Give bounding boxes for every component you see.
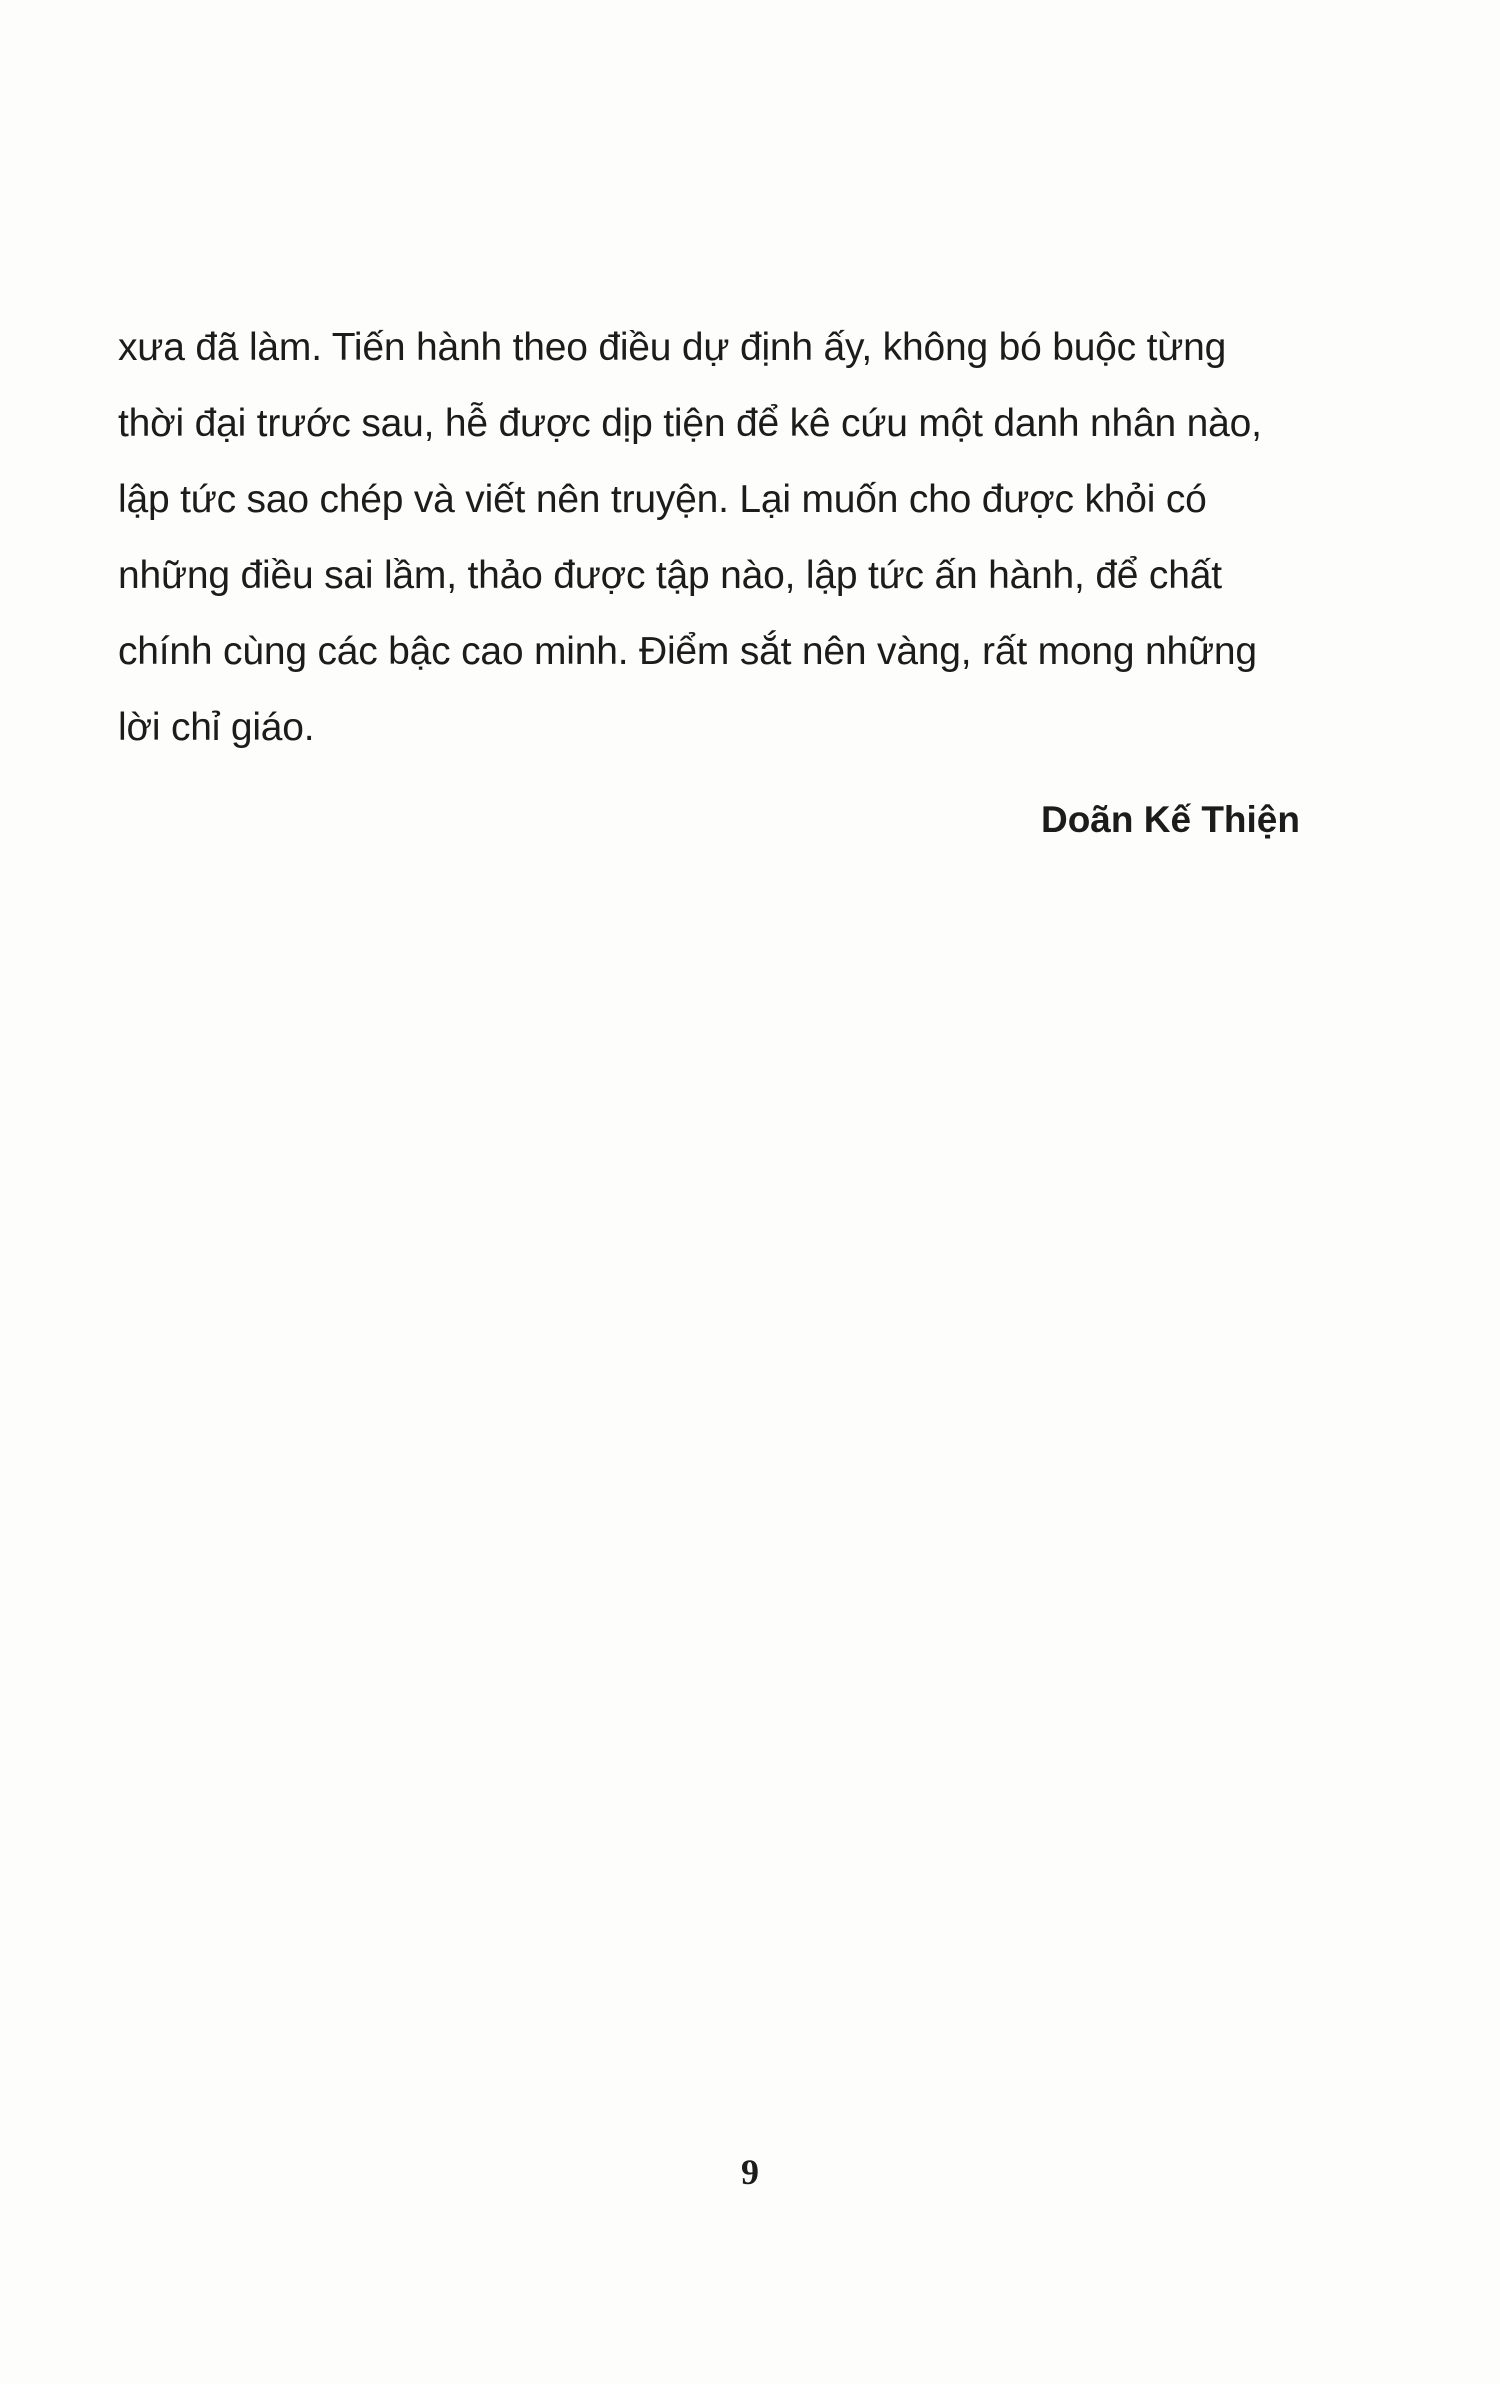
page-number: 9 [741, 2152, 759, 2192]
text-line: thời đại trước sau, hễ được dịp tiện để kê cứu một danh nhân nào, [118, 402, 1262, 445]
text-line: xưa đã làm. Tiến hành theo điều dự định ấy, không bó buộc từng [118, 326, 1227, 369]
text-line: những điều sai lầm, thảo được tập nào, lập tức ấn hành, để chất [118, 554, 1222, 597]
text-line: lời chỉ giáo. [118, 706, 315, 749]
text-line: lập tức sao chép và viết nên truyện. Lại muốn cho được khỏi có [118, 478, 1207, 521]
author-signature: Doãn Kế Thiện [1040, 799, 1300, 840]
body-paragraph [118, 310, 1318, 766]
text-line: chính cùng các bậc cao minh. Điểm sắt nên vàng, rất mong những [118, 630, 1257, 673]
